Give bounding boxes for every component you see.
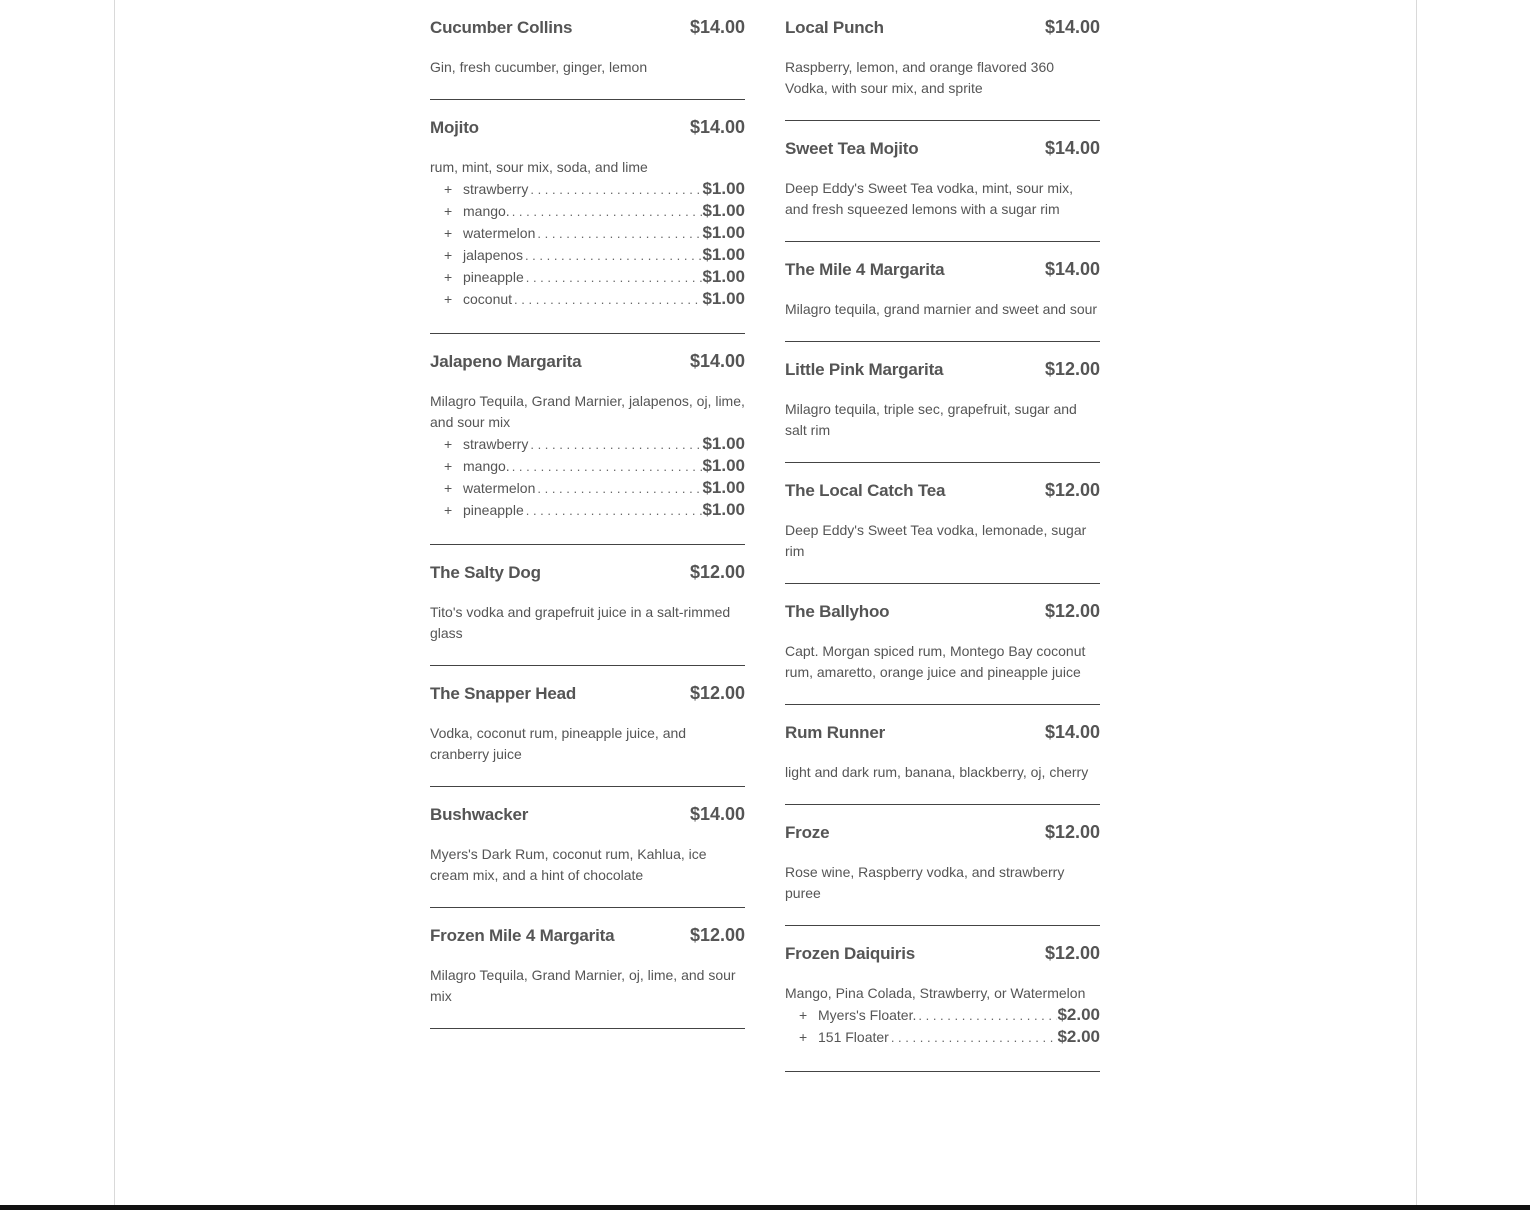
menu-item-price: $12.00 — [1044, 480, 1100, 500]
addon-price: $1.00 — [702, 478, 745, 497]
addon-label: pineapple — [463, 502, 524, 518]
menu-item — [785, 121, 1100, 242]
menu-item — [430, 100, 745, 334]
menu-item-header — [785, 17, 1100, 41]
addon-row — [430, 201, 745, 223]
menu-item-name: Rum Runner — [785, 723, 886, 742]
menu-item-header — [785, 359, 1100, 383]
menu-item-header — [430, 351, 745, 375]
menu-item — [785, 342, 1100, 463]
menu-item-description: Capt. Morgan spiced rum, Montego Bay coconut rum, amaretto, orange juice and pineapple juice — [785, 643, 1086, 680]
addon-list — [430, 434, 745, 522]
menu-column-right — [785, 0, 1100, 1072]
addon-row — [430, 478, 745, 500]
addon-price: $1.00 — [702, 456, 745, 475]
menu-item-description: Vodka, coconut rum, pineapple juice, and cranberry juice — [430, 725, 687, 762]
menu-item — [785, 584, 1100, 705]
menu-item-name: The Snapper Head — [430, 684, 577, 703]
menu-item-name: The Local Catch Tea — [785, 481, 946, 500]
menu-item-header — [785, 480, 1100, 504]
menu-item-name: Sweet Tea Mojito — [785, 139, 919, 158]
menu-item-price: $12.00 — [689, 683, 745, 703]
menu-item — [785, 463, 1100, 584]
addon-row — [430, 267, 745, 289]
menu-item-name: Local Punch — [785, 18, 884, 37]
menu-item — [785, 926, 1100, 1072]
bottom-bar — [0, 1205, 1530, 1210]
dot-leader — [916, 1008, 1057, 1023]
dot-leader — [535, 226, 702, 241]
addon-label: strawberry — [463, 181, 529, 197]
addon-price: $2.00 — [1057, 1005, 1100, 1024]
menu-item-name: The Mile 4 Margarita — [785, 260, 945, 279]
menu-item-description: Tito's vodka and grapefruit juice in a salt-rimmed glass — [430, 604, 731, 641]
plus-icon: + — [799, 1007, 808, 1023]
menu-item-description: Raspberry, lemon, and orange flavored 360 Vodka, with sour mix, and sprite — [785, 59, 1055, 96]
menu-item — [430, 666, 745, 787]
menu-item-name: The Ballyhoo — [785, 602, 890, 621]
menu-item-name: Bushwacker — [430, 805, 529, 824]
plus-icon: + — [799, 1029, 808, 1045]
menu-item — [430, 0, 745, 100]
addon-label: jalapenos — [463, 247, 523, 263]
addon-price: $2.00 — [1057, 1027, 1100, 1046]
addon-row — [785, 1027, 1100, 1049]
addon-label: pineapple — [463, 269, 524, 285]
menu-column-left — [430, 0, 745, 1029]
menu-item-description: Milagro Tequila, Grand Marnier, oj, lime, and sour mix — [430, 967, 736, 1004]
dot-leader — [528, 182, 702, 197]
menu-item — [430, 545, 745, 666]
menu-item-description: light and dark rum, banana, blackberry, oj, cherry — [785, 764, 1089, 780]
dot-leader — [524, 503, 703, 518]
addon-row — [430, 500, 745, 522]
addon-label: strawberry — [463, 436, 529, 452]
menu-item-header — [785, 943, 1100, 967]
addon-label: watermelon — [463, 480, 536, 496]
menu-item-header — [785, 722, 1100, 746]
dot-leader — [512, 292, 702, 307]
menu-item-price: $14.00 — [689, 804, 745, 824]
menu-item-name: The Salty Dog — [430, 563, 541, 582]
menu-item-name: Frozen Daiquiris — [785, 944, 915, 963]
plus-icon: + — [444, 225, 453, 241]
menu-item — [430, 334, 745, 545]
menu-item-header — [785, 822, 1100, 846]
menu-item-price: $12.00 — [1044, 359, 1100, 379]
menu-item-header — [430, 683, 745, 707]
plus-icon: + — [444, 458, 453, 474]
dot-leader — [889, 1030, 1058, 1045]
menu-item-price: $12.00 — [689, 925, 745, 945]
menu-item-header — [785, 138, 1100, 162]
dot-leader — [523, 248, 703, 263]
dot-leader — [510, 204, 703, 219]
menu-item-description: Milagro Tequila, Grand Marnier, jalapenos, oj, lime, and sour mix — [430, 393, 745, 430]
menu-item-header — [430, 925, 745, 949]
menu-item-header — [430, 17, 745, 41]
addon-label: Myers's Floater. — [818, 1007, 917, 1023]
addon-row — [785, 1005, 1100, 1027]
addon-label: mango. — [463, 203, 510, 219]
addon-row — [430, 223, 745, 245]
menu-item-description: Milagro tequila, grand marnier and sweet and sour — [785, 301, 1098, 317]
addon-row — [430, 289, 745, 311]
plus-icon: + — [444, 291, 453, 307]
menu-item-header — [785, 601, 1100, 625]
menu-item — [430, 908, 745, 1029]
menu-item-price: $14.00 — [1044, 259, 1100, 279]
addon-row — [430, 434, 745, 456]
menu-item-price: $14.00 — [689, 117, 745, 137]
dot-leader — [528, 437, 702, 452]
menu-item-header — [430, 562, 745, 586]
menu-item-description: Deep Eddy's Sweet Tea vodka, mint, sour mix, and fresh squeezed lemons with a sugar rim — [785, 180, 1073, 217]
dot-leader — [535, 481, 702, 496]
menu-item — [430, 787, 745, 908]
plus-icon: + — [444, 436, 453, 452]
addon-list — [785, 1005, 1100, 1049]
plus-icon: + — [444, 247, 453, 263]
menu-item-price: $12.00 — [1044, 601, 1100, 621]
menu-item-name: Frozen Mile 4 Margarita — [430, 926, 615, 945]
dot-leader — [510, 459, 703, 474]
menu-item-description: Gin, fresh cucumber, ginger, lemon — [430, 59, 648, 75]
menu-item-price: $14.00 — [1044, 722, 1100, 742]
dot-leader — [524, 270, 703, 285]
menu-item-description: Rose wine, Raspberry vodka, and strawberry puree — [785, 864, 1065, 901]
menu-item-name: Froze — [785, 823, 830, 842]
menu-item-price: $14.00 — [689, 351, 745, 371]
menu-item-name: Mojito — [430, 118, 479, 137]
addon-label: watermelon — [463, 225, 536, 241]
plus-icon: + — [444, 203, 453, 219]
menu-item-price: $14.00 — [1044, 138, 1100, 158]
menu-item — [785, 0, 1100, 121]
addon-price: $1.00 — [702, 289, 745, 308]
menu-item — [785, 705, 1100, 805]
addon-price: $1.00 — [702, 500, 745, 519]
menu-item-name: Little Pink Margarita — [785, 360, 944, 379]
addon-label: coconut — [463, 291, 513, 307]
addon-price: $1.00 — [702, 267, 745, 286]
plus-icon: + — [444, 502, 453, 518]
addon-label: 151 Floater — [818, 1029, 889, 1045]
addon-price: $1.00 — [702, 179, 745, 198]
addon-list — [430, 179, 745, 311]
menu-item-price: $12.00 — [689, 562, 745, 582]
addon-price: $1.00 — [702, 434, 745, 453]
menu-item-name: Cucumber Collins — [430, 18, 573, 37]
plus-icon: + — [444, 181, 453, 197]
menu-item-header — [430, 804, 745, 828]
addon-row — [430, 456, 745, 478]
addon-row — [430, 245, 745, 267]
page-frame — [114, 0, 1417, 1206]
menu-item-header — [785, 259, 1100, 283]
addon-price: $1.00 — [702, 245, 745, 264]
addon-label: mango. — [463, 458, 510, 474]
menu-item-description: Deep Eddy's Sweet Tea vodka, lemonade, sugar rim — [785, 522, 1087, 559]
menu-item-price: $14.00 — [689, 17, 745, 37]
menu-item — [785, 805, 1100, 926]
menu-item-description: Mango, Pina Colada, Strawberry, or Watermelon — [785, 985, 1086, 1001]
menu-item-price: $12.00 — [1044, 943, 1100, 963]
menu-item-description: Myers's Dark Rum, coconut rum, Kahlua, ice cream mix, and a hint of chocolate — [430, 846, 707, 883]
menu-item-header — [430, 117, 745, 141]
plus-icon: + — [444, 480, 453, 496]
menu-item-price: $14.00 — [1044, 17, 1100, 37]
addon-price: $1.00 — [702, 223, 745, 242]
addon-price: $1.00 — [702, 201, 745, 220]
plus-icon: + — [444, 269, 453, 285]
menu-item-description: Milagro tequila, triple sec, grapefruit, sugar and salt rim — [785, 401, 1077, 438]
menu-item-name: Jalapeno Margarita — [430, 352, 582, 371]
menu-item-price: $12.00 — [1044, 822, 1100, 842]
menu-item-description: rum, mint, sour mix, soda, and lime — [430, 159, 648, 175]
addon-row — [430, 179, 745, 201]
menu-item — [785, 242, 1100, 342]
